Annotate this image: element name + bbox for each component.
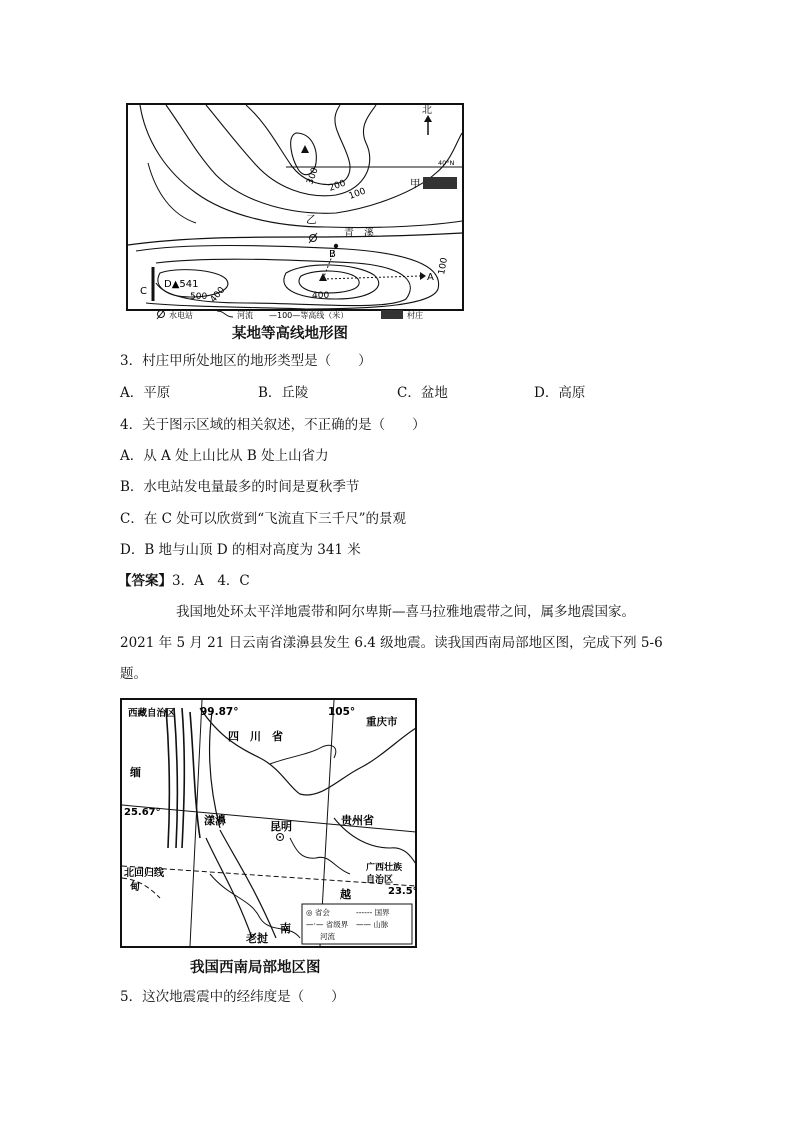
contour-map-legend [155, 307, 445, 321]
q4-option-d: D．B 地与山顶 D 的相对高度为 341 米 [120, 542, 361, 558]
label-kunming: 昆明 [270, 820, 292, 833]
kunming-capital-dot [279, 836, 281, 838]
label-guangxi-1: 广西壮族 [366, 863, 403, 873]
label-guizhou: 贵州省 [341, 814, 374, 827]
label-nan: 南 [280, 922, 291, 935]
q3-option-a: A．平原 [120, 385, 171, 401]
q3-option-b: B．丘陵 [258, 385, 309, 401]
contour-label-300: 300 [305, 166, 321, 187]
label-lon-105: 105° [328, 706, 356, 718]
point-yi-label: 乙 [306, 214, 317, 226]
label-xizang: 西藏自治区 [128, 708, 176, 719]
q4-option-b: B．水电站发电量最多的时间是夏秋季节 [120, 479, 360, 495]
label-tropic: 北回归线 [124, 868, 164, 879]
north-label: 北 [422, 105, 432, 116]
label-lon-99-87: 99.87° [200, 706, 239, 718]
label-dian: 甸 [130, 882, 140, 893]
village-jia-label: 甲 [410, 178, 421, 190]
contour-map [126, 103, 464, 315]
figure2-caption: 我国西南局部地区图 [190, 960, 321, 976]
southwest-map [120, 698, 418, 950]
stream-label: 青 溪 [344, 228, 374, 239]
label-sichuan: 四 川 省 [228, 730, 283, 743]
answer-label: 【答案】 [118, 573, 172, 589]
legend-mountain: —— 山脉 [356, 920, 389, 929]
legend-river: 河流 [320, 932, 335, 941]
contour-label-200: 200 [327, 178, 348, 194]
point-c-label: C [140, 286, 147, 297]
contour-label-500: 500 [190, 292, 208, 302]
contour-label-400: 400 [312, 291, 330, 301]
intro-line-2: 2021 年 5 月 21 日云南省漾濞县发生 6.4 级地震。读我国西南局部地区图，完成下列 5-6 [120, 635, 663, 651]
label-lat-25-67: 25.67° [124, 807, 161, 818]
point-b-marker [334, 244, 338, 248]
legend-river-label: 河流 [237, 311, 253, 320]
label-chongqing: 重庆市 [366, 716, 398, 728]
q5-stem: 5．这次地震震中的经纬度是（ ） [120, 989, 345, 1005]
q4-option-a: A．从 A 处上山比从 B 处上山省力 [120, 448, 329, 464]
legend-village-icon [381, 310, 403, 319]
legend-border: ------ 国界 [356, 908, 390, 917]
q3-stem: 3．村庄甲所处地区的地形类型是（ ） [120, 353, 372, 369]
q3-option-c: C．盆地 [397, 385, 448, 401]
intro-line-3: 题。 [120, 666, 147, 682]
label-guangxi-2: 自治区 [366, 875, 394, 885]
label-yue: 越 [340, 888, 351, 901]
label-laos: 老挝 [246, 932, 268, 945]
q4-stem: 4．关于图示区域的相关叙述，不正确的是（ ） [120, 417, 426, 433]
legend-provincial: —·— 省级界 [306, 920, 349, 929]
label-burma: 缅 [130, 766, 141, 779]
intro-line-1: 我国地处环太平洋地震带和阿尔卑斯—喜马拉雅地震带之间，属多地震国家。 [176, 604, 635, 620]
contour-label-100: 100 [347, 186, 368, 202]
contour-label-400-left: 400 [208, 285, 228, 305]
village-jia-block [423, 177, 457, 189]
answer-line [118, 572, 250, 590]
legend-river-icon [217, 311, 233, 317]
q4-option-c: C．在 C 处可以欣赏到“飞流直下三千尺”的景观 [120, 511, 407, 527]
q3-option-d: D．高原 [534, 385, 586, 401]
label-lat-23-5: 23.5° [388, 886, 418, 897]
legend-village-label: 村庄 [407, 311, 423, 320]
peak-d-label: D▲541 [164, 279, 199, 290]
point-b-label: B [329, 249, 336, 260]
legend-hydro-label: 水电站 [169, 311, 193, 320]
contour-label-100-right: 100 [437, 256, 450, 276]
label-yangbi: 漾濞 [204, 814, 226, 827]
legend-contour-label: —100—等高线（米） [269, 311, 349, 320]
legend-capital: ◎ 省会 [306, 908, 330, 917]
point-a-label: A [427, 272, 434, 283]
lat-label: 40°N [438, 159, 455, 167]
answer-text: 3．A 4．C [172, 573, 250, 589]
figure1-caption: 某地等高线地形图 [232, 326, 348, 342]
